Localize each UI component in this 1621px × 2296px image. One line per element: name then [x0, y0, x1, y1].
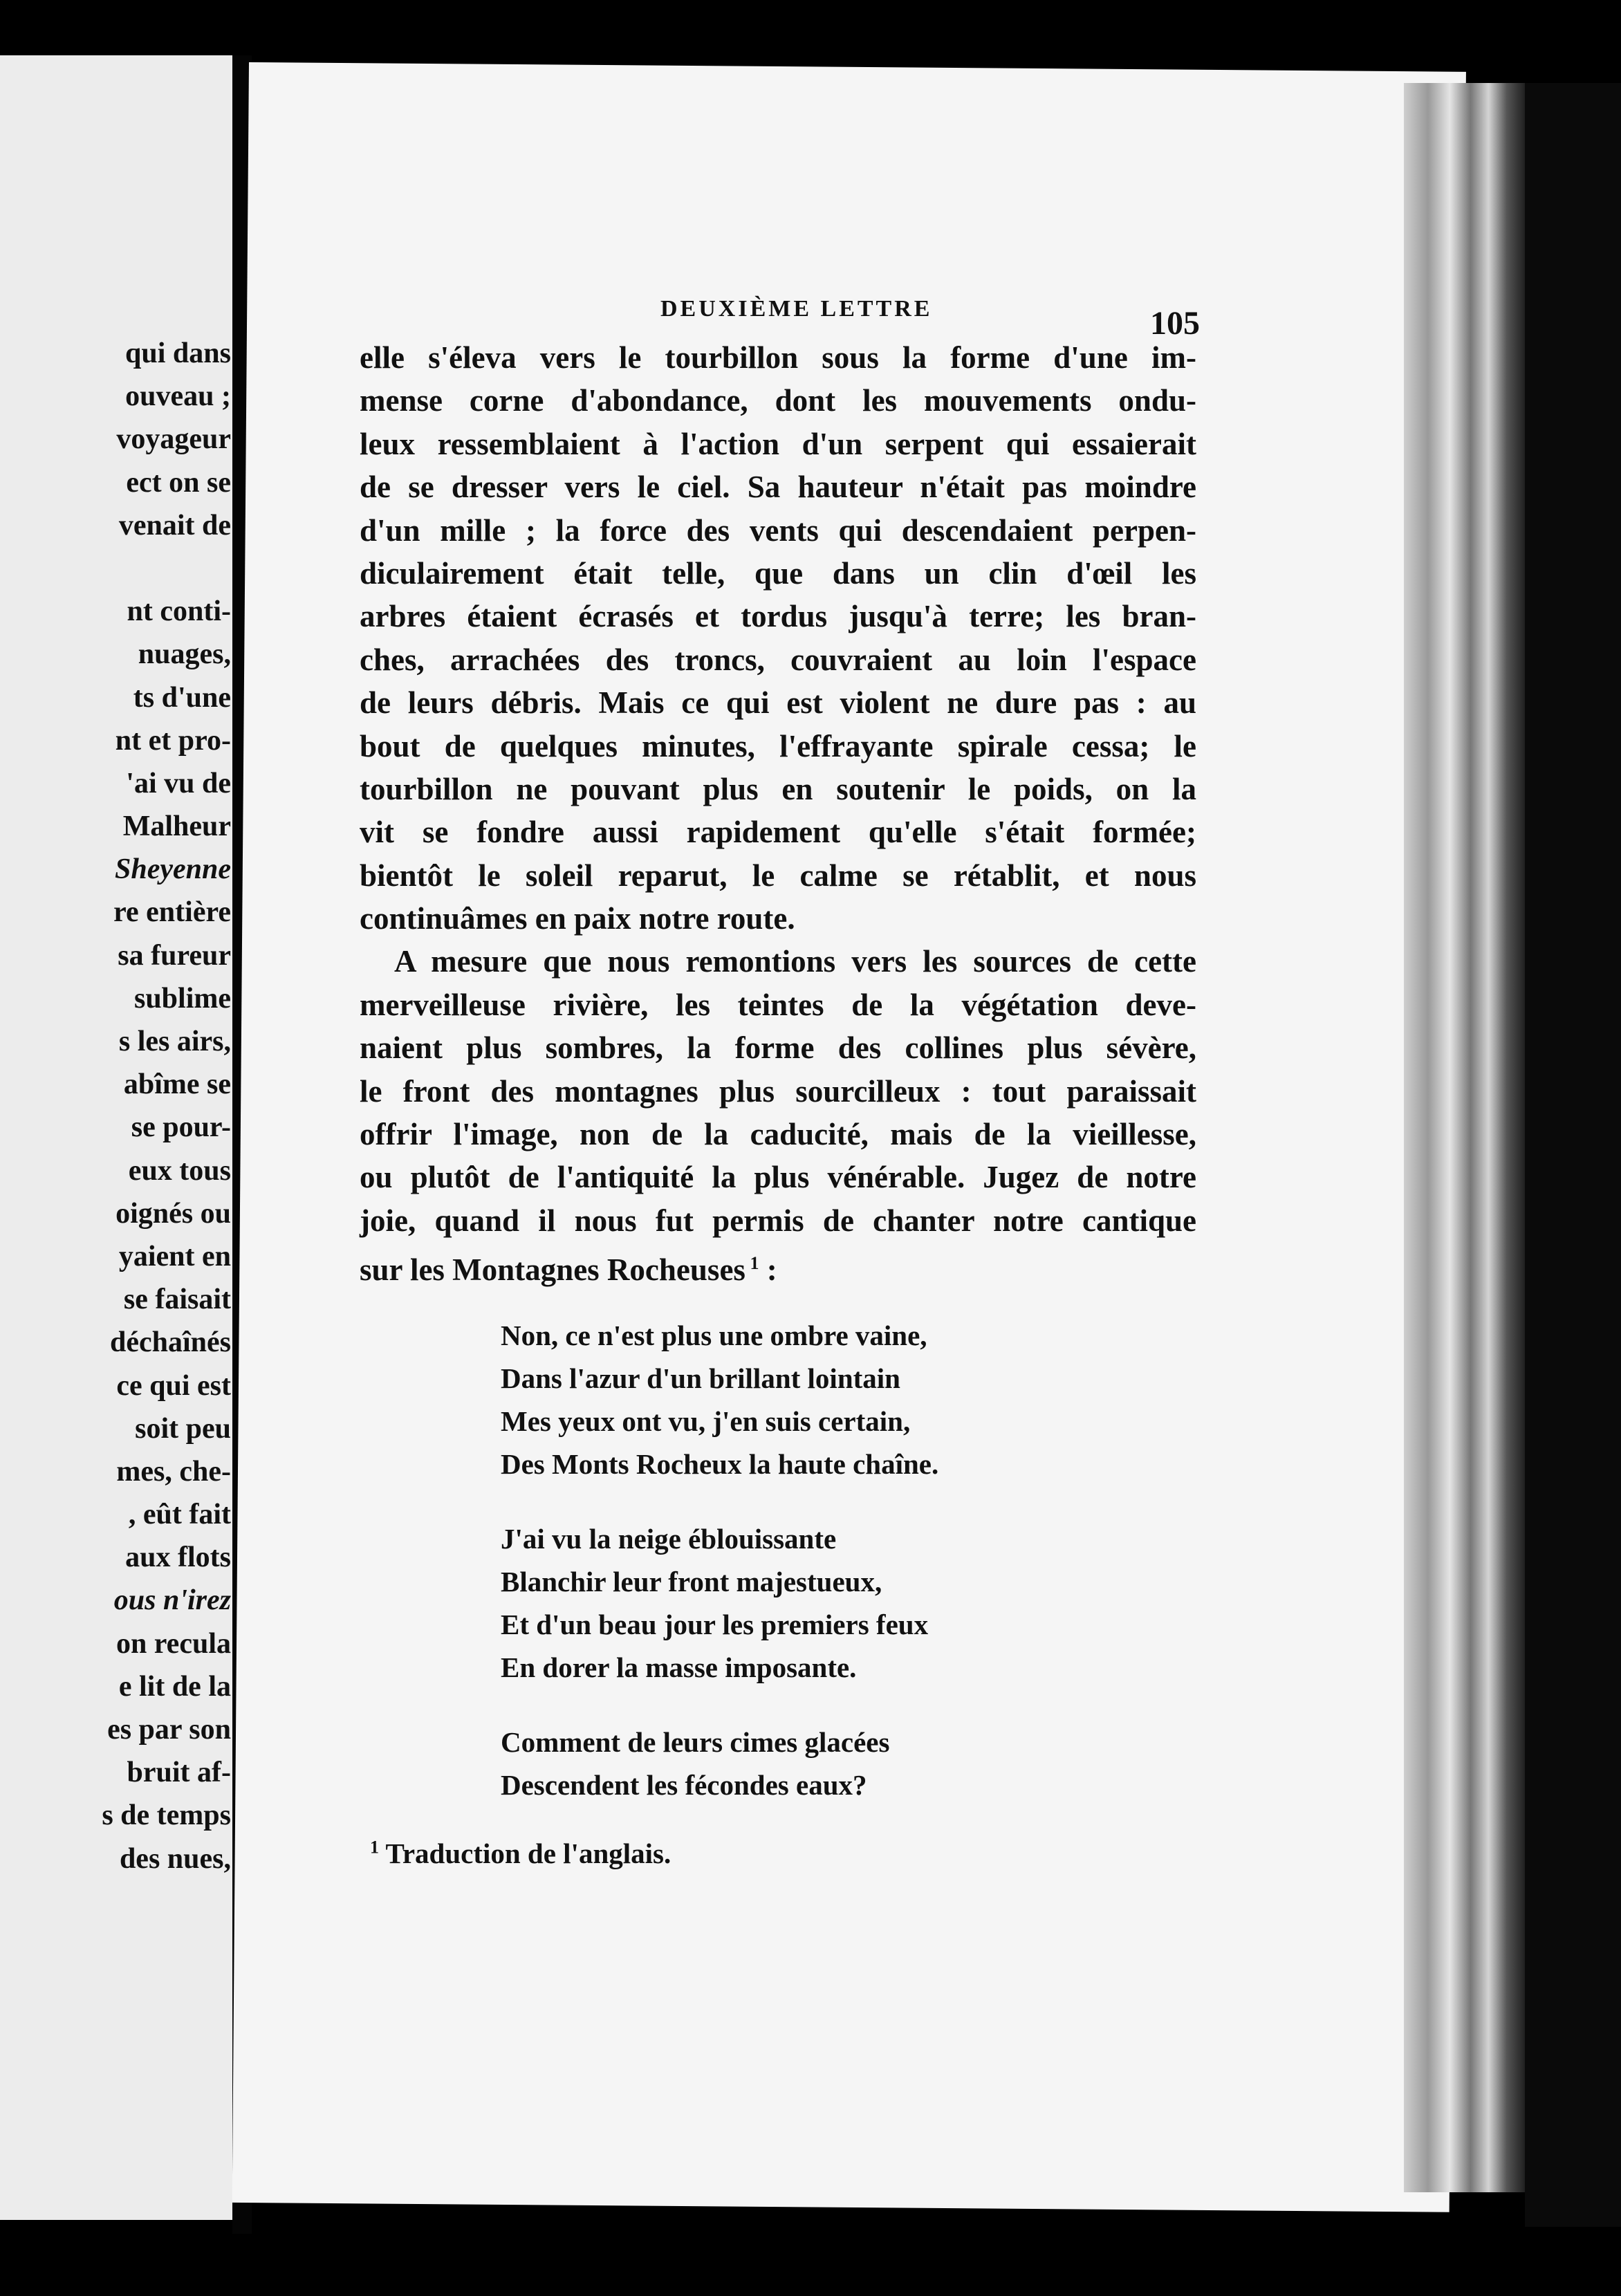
body-line — [360, 1242, 1196, 1288]
body-line — [360, 465, 1196, 508]
left-page-line: s de temps — [102, 1799, 231, 1832]
body-line — [360, 940, 1196, 983]
left-page-line: ouveau ; — [125, 380, 231, 413]
body-line-punctuation: : — [759, 1252, 777, 1288]
body-line — [360, 768, 1196, 811]
body-line-text: naient plus sombres, la forme des collines plus sévère, — [360, 1030, 1196, 1066]
left-page-line: oignés ou — [115, 1197, 231, 1230]
left-page-line: qui dans — [125, 337, 231, 369]
body-line — [360, 595, 1196, 638]
body-line — [360, 725, 1196, 768]
body-line — [360, 423, 1196, 465]
body-line — [360, 1070, 1196, 1113]
page-edges — [1404, 83, 1525, 2192]
body-line-text: ou plutôt de l'antiquité la plus vénérable. Jugez de notre — [360, 1160, 1196, 1195]
body-line — [360, 509, 1196, 552]
left-page-fragment — [0, 55, 235, 2220]
left-page-line: 'ai vu de — [126, 767, 231, 799]
body-line — [360, 1113, 1196, 1156]
verse-line: Et d'un beau jour les premiers feux — [501, 1609, 929, 1640]
left-page-line: abîme se — [123, 1068, 231, 1101]
left-page-line: venait de — [118, 509, 231, 541]
left-page-line: ous n'irez — [113, 1584, 231, 1617]
left-page-line: bruit af- — [127, 1757, 231, 1789]
footnote-reference: 1 — [745, 1253, 759, 1274]
verse-line: J'ai vu la neige éblouissante — [501, 1523, 837, 1555]
body-line-text: leux ressemblaient à l'action d'un serpent qui essaierait — [360, 426, 1196, 461]
left-page-line: nt et pro- — [115, 724, 231, 757]
left-page-line: mes, che- — [116, 1455, 231, 1488]
left-page-line: s les airs, — [118, 1026, 231, 1057]
left-page-line — [102, 547, 231, 590]
running-head: DEUXIÈME LETTRE — [660, 296, 933, 322]
body-line-text: d'un mille ; la force des vents qui descendaient perpen- — [360, 512, 1196, 548]
verse-line: Des Monts Rocheux la haute chaîne. — [501, 1448, 939, 1480]
verse-line: Mes yeux ont vu, j'en suis certain, — [501, 1405, 911, 1437]
verse-stanza — [501, 1517, 938, 1689]
footnote-marker: 1 — [370, 1837, 379, 1858]
left-page-line: re entière — [113, 896, 231, 929]
body-line — [360, 681, 1196, 724]
verse-line: En dorer la masse imposante. — [501, 1651, 857, 1683]
verse-stanza — [501, 1314, 938, 1485]
body-line-text: de leurs débris. Mais ce qui est violent ne dure pas : au — [360, 685, 1196, 721]
body-line — [360, 811, 1196, 853]
body-line — [360, 1199, 1196, 1242]
body-line-text: merveilleuse rivière, les teintes de la végétation deve- — [360, 987, 1196, 1022]
left-page-line: se faisait — [123, 1284, 231, 1316]
left-page-line: eux tous — [128, 1154, 231, 1187]
body-line — [360, 638, 1196, 681]
body-line — [360, 983, 1196, 1026]
left-page-line: , eût fait — [128, 1499, 231, 1531]
body-line — [360, 897, 1196, 940]
left-page-line: e lit de la — [118, 1670, 231, 1703]
verse-block — [501, 1314, 938, 1838]
verse-line: Blanchir leur front majestueux, — [501, 1566, 882, 1598]
footnote-text: Traduction de l'anglais. — [385, 1837, 671, 1869]
verse-line: Comment de leurs cimes glacées — [501, 1726, 890, 1758]
left-page-line: des nues, — [119, 1842, 231, 1875]
body-line-text: bientôt le soleil reparut, le calme se rétablit, et nous — [360, 858, 1196, 893]
body-line-text: sur les Montagnes Rocheuses — [360, 1252, 745, 1288]
body-line-text: bout de quelques minutes, l'effrayante spirale cessa; le — [360, 728, 1196, 763]
body-line — [360, 336, 1196, 379]
body-line — [360, 854, 1196, 897]
left-page-line: yaient en — [118, 1240, 231, 1272]
left-page-line: Malheur — [122, 811, 231, 843]
verse-line: Descendent les fécondes eaux? — [501, 1769, 867, 1801]
body-line-text: le front des montagnes plus sourcilleux : tout paraissait — [360, 1073, 1196, 1109]
body-line-text: arbres étaient écrasés et tordus jusqu'à terre; les bran- — [360, 599, 1196, 634]
body-line — [360, 552, 1196, 595]
body-line-text: diculairement était telle, que dans un clin d'œil les — [360, 555, 1196, 591]
verse-line: Dans l'azur d'un brillant lointain — [501, 1362, 900, 1394]
body-line — [360, 379, 1196, 422]
body-line — [360, 1156, 1196, 1198]
left-page-line: aux flots — [125, 1542, 231, 1574]
body-line-text: de se dresser vers le ciel. Sa hauteur n'était pas moindre — [360, 470, 1196, 505]
left-page-line: nt conti- — [127, 595, 231, 628]
left-page-line: Sheyenne — [115, 853, 231, 886]
left-page-line: soit peu — [135, 1412, 231, 1445]
body-line-text: vit se fondre aussi rapidement qu'elle s'était formée; — [360, 815, 1196, 850]
left-page-line: voyageur — [116, 423, 231, 456]
left-page-line: se pour- — [131, 1111, 231, 1144]
left-page-line: es par son — [107, 1714, 231, 1746]
left-page-line: sublime — [133, 982, 231, 1015]
body-line-text: elle s'éleva vers le tourbillon sous la forme d'une im- — [360, 340, 1196, 375]
verse-line: Non, ce n'est plus une ombre vaine, — [501, 1320, 927, 1351]
body-line — [360, 1026, 1196, 1069]
body-text — [360, 336, 1196, 1286]
left-page-line: nuages, — [138, 638, 231, 671]
left-page-line: ts d'une — [133, 681, 231, 714]
left-page-line: ect on se — [126, 466, 231, 499]
left-page-line: sa fureur — [118, 939, 231, 972]
footnote — [370, 1837, 671, 1870]
body-line-text: tourbillon ne pouvant plus en soutenir le poids, on la — [360, 771, 1196, 806]
left-page-text — [102, 332, 231, 1880]
scan-background — [1525, 83, 1621, 2227]
body-line-text: offrir l'image, non de la caducité, mais de la vieillesse, — [360, 1117, 1196, 1152]
left-page-line: déchaînés — [109, 1326, 231, 1359]
body-line-text: mense corne d'abondance, dont les mouvements ondu- — [360, 383, 1196, 418]
left-page-line: ce qui est — [116, 1369, 231, 1402]
body-line-text: A mesure que nous remontions vers les sources de cette — [394, 944, 1196, 979]
verse-stanza — [501, 1721, 938, 1806]
body-line-text: continuâmes en paix notre route. — [360, 901, 795, 936]
body-line-text: joie, quand il nous fut permis de chanter notre cantique — [360, 1203, 1196, 1238]
page-number: 105 — [1150, 305, 1200, 342]
left-page-line: on recula — [115, 1627, 231, 1660]
body-line-text: ches, arrachées des troncs, couvraient au loin l'espace — [360, 642, 1196, 677]
